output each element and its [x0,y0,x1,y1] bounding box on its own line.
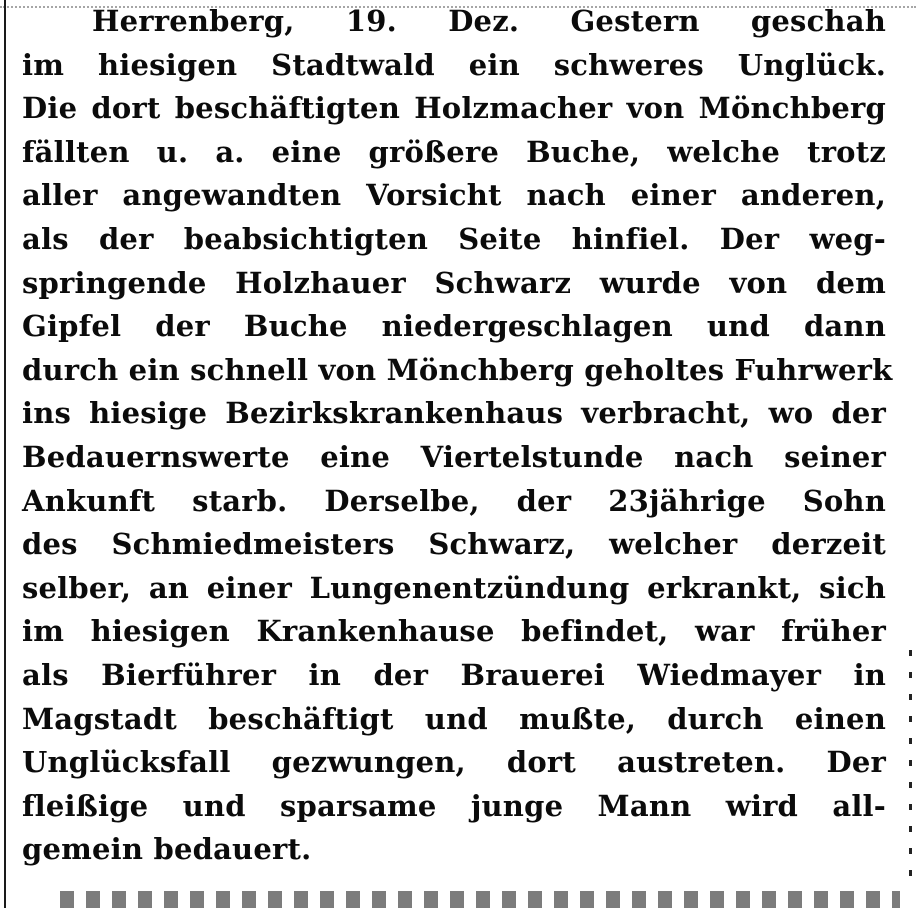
article-line-12: Ankunft starb. Derselbe, der 23jährige Sohn [22,483,886,518]
article-line-10: ins hiesige Bezirkskrankenhaus verbracht, wo der [22,396,886,431]
article-line-2: im hiesigen Stadtwald ein schweres Unglück. [22,47,886,82]
news-article [22,0,893,872]
article-line-3: Die dort beschäftigten Holzmacher von Mönchberg [22,91,886,126]
article-line-5: aller angewandten Vorsicht nach einer anderen, [22,178,886,213]
article-line-14: selber, an einer Lungenentzündung erkrankt, sich [22,570,886,605]
article-line-13: des Schmiedmeisters Schwarz, welcher derzeit [22,527,886,562]
column-rule-left [4,0,6,908]
article-line-18: Unglücksfall gezwungen, dort austreten. Der [22,745,886,780]
article-line-9: durch ein schnell von Mönchberg geholtes Fuhrwerk [22,352,893,387]
cut-off-line-bottom [60,891,900,908]
article-line-11: Bedauernswerte eine Viertelstunde nach seiner [22,439,886,474]
article-line-8: Gipfel der Buche niedergeschlagen und dann [22,309,886,344]
article-line-20: gemein bedauert. [22,832,312,867]
article-line-16: als Bierführer in der Brauerei Wiedmayer in [22,657,886,692]
article-line-19: fleißige und sparsame junge Mann wird all- [22,788,886,823]
article-line-6: als der beabsichtigten Seite hinfiel. Der weg- [22,221,886,256]
article-line-15: im hiesigen Krankenhause befindet, war früher [22,614,886,649]
article-line-4: fällten u. a. eine größere Buche, welche trotz [22,134,886,169]
article-line-17: Magstadt beschäftigt und mußte, durch einen [22,701,886,736]
article-line-1: Herrenberg, 19. Dez. Gestern geschah [92,4,886,38]
article-line-7: springende Holzhauer Schwarz wurde von dem [22,265,886,300]
column-rule-right [909,650,912,890]
